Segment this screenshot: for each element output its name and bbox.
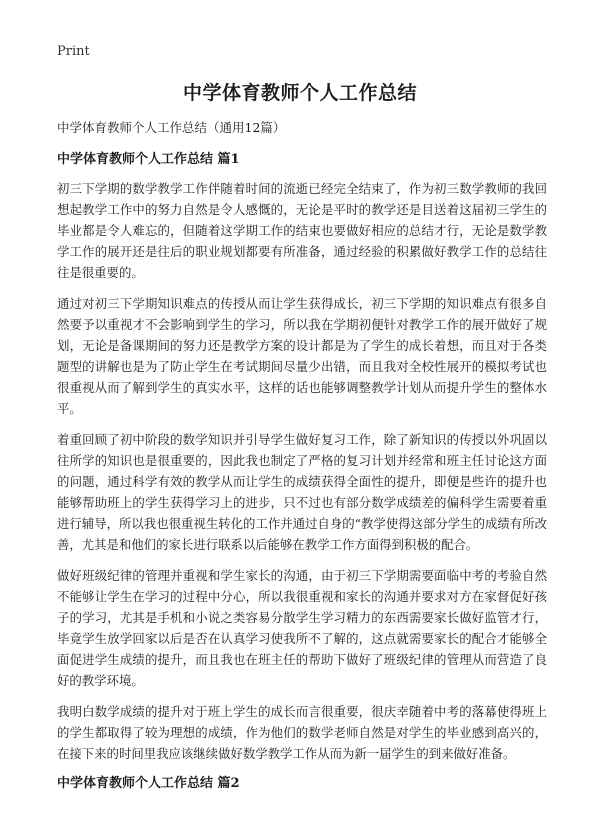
document-body xyxy=(57,118,547,802)
paragraph: 初三下学期的数学教学工作伴随着时间的流逝已经完全结束了，作为初三数学教师的我回想起教学工作中的努力自然是令人感慨的，无论是平时的教学还是目送着这届初三学生的毕业都是令人难忘的，但随着这学期工作的结束也要做好相应的总结才行，无论是数学教学工作的展开还是往后的职业规划都要有所准备，通过经验的积累做好教学工作的总结往往是很重要的。 xyxy=(57,181,547,280)
paragraph: 通过对初三下学期知识难点的传授从而让学生获得成长，初三下学期的知识难点有很多自然要予以重视才不会影响到学生的学习，所以我在学期初便针对教学工作的展开做好了规划，无论是备课期间的努力还是教学方案的设计都是为了学生的成长着想，而且对于各类题型的讲解也是为了防止学生在考试期间尽量少出错，而且我对全校性展开的模拟考试也很重视从而了解到学生的真实水平，这样的话也能够调整教学计划从而提升学生的整体水平。 xyxy=(57,296,547,416)
page-title: 中学体育教师个人工作总结 xyxy=(182,82,417,104)
document-subtitle: 中学体育教师个人工作总结（通用12篇） xyxy=(57,120,286,135)
section-heading: 中学体育教师个人工作总结 篇2 xyxy=(57,776,240,791)
paragraph: 做好班级纪律的管理并重视和学生家长的沟通，由于初三下学期需要面临中考的考验自然不能够让学生在学习的过程中分心，所以我很重视和家长的沟通并要求对方在家督促好孩子的学习，尤其是手机和小说之类容易分散学生学习精力的东西需要家长做好监管才行，毕竟学生放学回家以后是否在认真学习使我所不了解的，这点就需要家长的配合才能够全面促进学生成绩的提升，而且我也在班主任的帮助下做好了班级纪律的管理从而营造了良好的教学环境。 xyxy=(57,568,547,688)
section-heading: 中学体育教师个人工作总结 篇1 xyxy=(57,152,240,167)
print-label: Print xyxy=(57,44,90,59)
paragraph: 着重回顾了初中阶段的数学知识并引导学生做好复习工作，除了新知识的传授以外巩固以往所学的知识也是很重要的，因此我也制定了严格的复习计划并经常和班主任讨论这方面的问题，通过科学有效的教学从而让学生的成绩获得全面性的提升，即便是些许的提升也能够帮助班上的学生获得学习上的进步，只不过也有部分数学成绩差的偏科学生需要着重进行辅导，所以我也很重视生转化的工作并通过自身的“教学使得这部分学生的成绩有所改善，尤其是和他们的家长进行联系以后能够在教学工作方面得到积极的配合。 xyxy=(57,432,547,552)
paragraph: 我明白数学成绩的提升对于班上学生的成长而言很重要，很庆幸随着中考的落幕使得班上的学生都取得了较为理想的成绩，作为他们的数学老师自然是对学生的毕业感到高兴的，在接下来的时间里我应该继续做好数学教学工作从而为新一届学生的到来做好准备。 xyxy=(57,704,547,761)
